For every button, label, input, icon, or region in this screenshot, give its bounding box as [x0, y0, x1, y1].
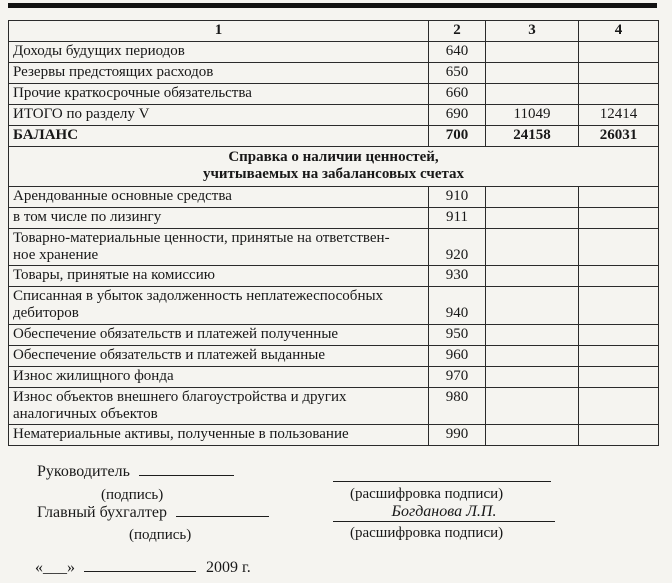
section-header-cell — [9, 147, 659, 187]
table-row — [9, 105, 659, 126]
row-value: 11049 — [486, 105, 579, 126]
date-fill-line — [84, 559, 196, 572]
table-row — [9, 84, 659, 105]
row-value — [579, 345, 659, 366]
table-row — [9, 186, 659, 207]
row-value — [579, 228, 659, 266]
director-transcript-caption: (расшифровка подписи) — [350, 486, 504, 502]
row-label: Товарно-материальные ценности, принятые на ответствен- ное хранение — [9, 228, 429, 266]
row-code: 970 — [429, 366, 486, 387]
balance-table — [8, 20, 659, 446]
table-row — [9, 387, 659, 425]
row-value: 12414 — [579, 105, 659, 126]
director-label: Руководитель — [37, 463, 130, 480]
row-code: 960 — [429, 345, 486, 366]
row-value — [486, 345, 579, 366]
row-value — [579, 266, 659, 287]
row-code: 940 — [429, 287, 486, 325]
column-header-4: 4 — [579, 21, 659, 42]
accountant-signature-line — [176, 504, 269, 517]
table-row — [9, 126, 659, 147]
row-value — [579, 207, 659, 228]
date-year: 2009 г. — [206, 559, 251, 576]
row-label: БАЛАНС — [9, 126, 429, 147]
row-value — [486, 228, 579, 266]
row-value — [579, 186, 659, 207]
row-value — [579, 63, 659, 84]
row-label: Арендованные основные средства — [9, 186, 429, 207]
accountant-row — [37, 504, 269, 522]
column-header-row — [9, 21, 659, 42]
row-value: 26031 — [579, 126, 659, 147]
row-value — [579, 425, 659, 446]
director-signature-line — [139, 463, 234, 476]
row-label: Обеспечение обязательств и платежей выданные — [9, 345, 429, 366]
director-name-line — [333, 467, 551, 482]
row-label: ИТОГО по разделу V — [9, 105, 429, 126]
row-code: 650 — [429, 63, 486, 84]
row-value — [486, 425, 579, 446]
row-value — [486, 387, 579, 425]
row-label: Износ объектов внешнего благоустройства и других аналогичных объектов — [9, 387, 429, 425]
row-value — [486, 287, 579, 325]
row-code: 660 — [429, 84, 486, 105]
accountant-signature-caption: (подпись) — [129, 527, 192, 543]
row-value — [486, 266, 579, 287]
row-value — [579, 324, 659, 345]
director-row — [37, 463, 234, 481]
row-value — [579, 287, 659, 325]
row-value — [579, 42, 659, 63]
table-row — [9, 63, 659, 84]
column-header-2: 2 — [429, 21, 486, 42]
section-header-row — [9, 147, 659, 187]
date-row — [35, 559, 251, 577]
table-row — [9, 324, 659, 345]
table-row — [9, 228, 659, 266]
column-header-1: 1 — [9, 21, 429, 42]
director-signature-caption: (подпись) — [101, 487, 164, 503]
row-label: Обеспечение обязательств и платежей полученные — [9, 324, 429, 345]
row-code: 640 — [429, 42, 486, 63]
row-code: 990 — [429, 425, 486, 446]
row-label: в том числе по лизингу — [9, 207, 429, 228]
row-value — [486, 324, 579, 345]
table-row — [9, 287, 659, 325]
row-value — [486, 42, 579, 63]
row-label: Нематериальные активы, полученные в пользование — [9, 425, 429, 446]
table-row — [9, 366, 659, 387]
row-code: 910 — [429, 186, 486, 207]
row-label: Списанная в убыток задолженность неплатежеспособных дебиторов — [9, 287, 429, 325]
section-header-line2: учитываемых на забалансовых счетах — [202, 166, 465, 183]
row-code: 920 — [429, 228, 486, 266]
page-top-rule — [8, 3, 657, 8]
row-label: Доходы будущих периодов — [9, 42, 429, 63]
row-label: Резервы предстоящих расходов — [9, 63, 429, 84]
table-row — [9, 42, 659, 63]
row-code: 980 — [429, 387, 486, 425]
row-value: 24158 — [486, 126, 579, 147]
row-value — [486, 186, 579, 207]
row-value — [579, 84, 659, 105]
table-row — [9, 345, 659, 366]
row-code: 700 — [429, 126, 486, 147]
accountant-name: Богданова Л.П. — [333, 503, 555, 522]
row-value — [486, 207, 579, 228]
row-code: 911 — [429, 207, 486, 228]
table-row — [9, 207, 659, 228]
table-row — [9, 266, 659, 287]
row-label: Износ жилищного фонда — [9, 366, 429, 387]
accountant-transcript-caption: (расшифровка подписи) — [350, 525, 504, 541]
row-value — [486, 63, 579, 84]
row-value — [579, 387, 659, 425]
accountant-label: Главный бухгалтер — [37, 504, 167, 521]
row-label: Товары, принятые на комиссию — [9, 266, 429, 287]
column-header-3: 3 — [486, 21, 579, 42]
date-day-quotes: «___» — [35, 559, 75, 576]
row-code: 690 — [429, 105, 486, 126]
table-row — [9, 425, 659, 446]
row-value — [486, 84, 579, 105]
row-label: Прочие краткосрочные обязательства — [9, 84, 429, 105]
row-code: 950 — [429, 324, 486, 345]
row-code: 930 — [429, 266, 486, 287]
row-value — [579, 366, 659, 387]
row-value — [486, 366, 579, 387]
section-header-line1: Справка о наличии ценностей, — [228, 149, 439, 165]
